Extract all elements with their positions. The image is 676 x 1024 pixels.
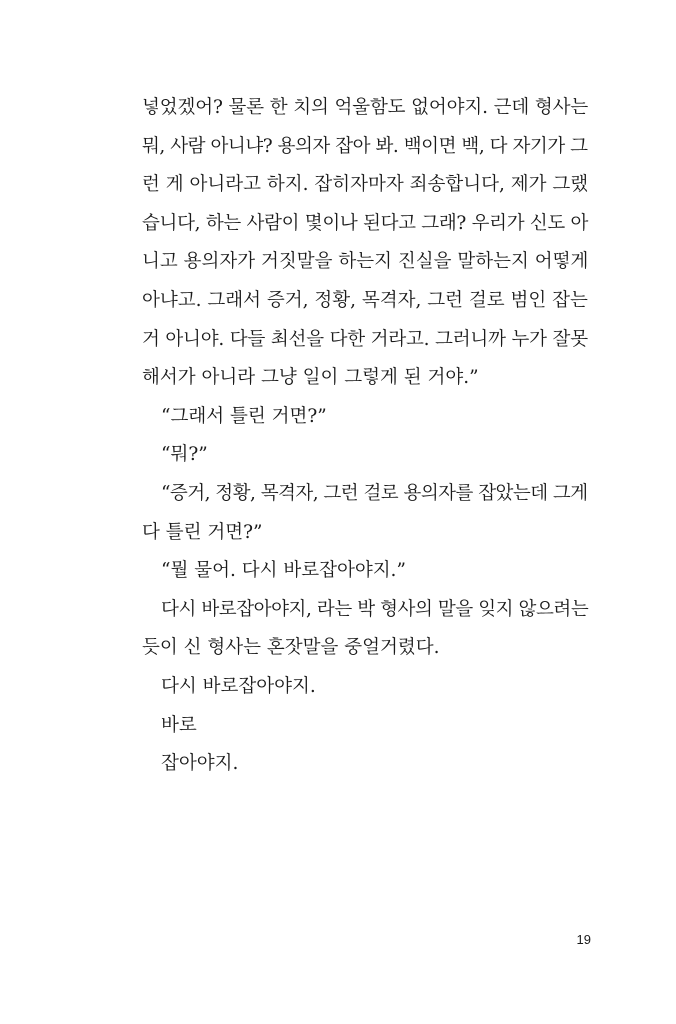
text-line: “뭘 물어. 다시 바로잡아야지.”: [161, 560, 406, 582]
text-line: 바로: [161, 714, 197, 736]
text-line: 니고 용의자가 거짓말을 하는지 진실을 말하는지 어떻게: [142, 251, 589, 273]
text-line: 아냐고. 그래서 증거, 정황, 목격자, 그런 걸로 범인 잡는: [142, 289, 588, 311]
text-line: 런 게 아니라고 하지. 잡히자마자 죄송합니다, 제가 그랬: [142, 174, 589, 196]
text-line: 넣었겠어? 물론 한 치의 억울함도 없어야지. 근데 형사는: [142, 97, 589, 118]
text-line: 듯이 신 형사는 혼잣말을 중얼거렸다.: [142, 637, 440, 659]
text-line: 해서가 아니라 그냥 일이 그렇게 된 거야.”: [142, 367, 479, 389]
text-line: 다시 바로잡아야지.: [161, 675, 316, 697]
text-line: “그래서 틀린 거면?”: [161, 405, 327, 427]
text-line: 거 아니야. 다들 최선을 다한 거라고. 그러니까 누가 잘못: [142, 328, 588, 350]
text-line: 잡아야지.: [161, 753, 239, 775]
body-text: [142, 89, 588, 784]
text-line: 다 틀린 거면?”: [142, 521, 263, 543]
text-line: “증거, 정황, 목격자, 그런 걸로 용의자를 잡았는데 그게: [161, 482, 588, 504]
text-line: “뭐?”: [161, 444, 208, 466]
text-line: 다시 바로잡아야지, 라는 박 형사의 말을 잊지 않으려는: [161, 598, 589, 620]
page-number: 19: [576, 932, 591, 947]
text-line: 습니다, 하는 사람이 몇이나 된다고 그래? 우리가 신도 아: [142, 212, 589, 234]
text-line: 뭐, 사람 아니냐? 용의자 잡아 봐. 백이면 백, 다 자기가 그: [142, 135, 588, 157]
